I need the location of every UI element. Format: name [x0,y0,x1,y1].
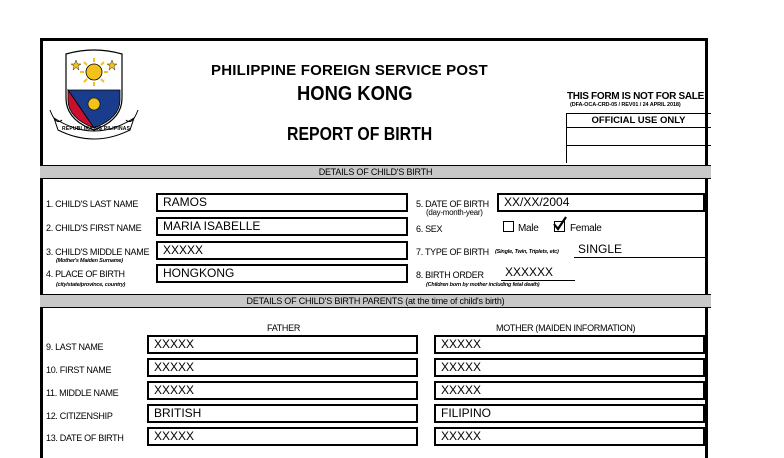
child-first-name-field[interactable]: MARIA ISABELLE [156,217,408,236]
father-heading: FATHER [267,323,301,333]
mother-last-name-field[interactable]: XXXXX [434,335,705,354]
mother-middle-name-field[interactable]: XXXXX [434,381,705,400]
parent-row-label: 9. LAST NAME [46,342,104,352]
parent-row-label: 13. DATE OF BIRTH [46,433,124,443]
mother-citizenship-field[interactable]: FILIPINO [434,404,705,423]
father-middle-name-field[interactable]: XXXXX [147,381,418,400]
date-of-birth-note: (day-month-year) [426,208,483,217]
post-title: HONG KONG [297,83,413,105]
place-of-birth-label: 4. PLACE OF BIRTH [46,269,125,279]
checkmark-icon [552,216,568,232]
parent-row-label: 10. FIRST NAME [46,365,112,375]
form-code: (DFA-OCA-CRD-05 / REV01 / 24 APRIL 2018) [570,102,681,108]
date-of-birth-label: 5. DATE OF BIRTH [416,199,489,209]
not-for-sale-notice: THIS FORM IS NOT FOR SALE [567,91,704,102]
place-of-birth-field[interactable]: HONGKONG [156,264,408,283]
mother-first-name-field[interactable]: XXXXX [434,358,705,377]
official-use-label: OFFICIAL USE ONLY [591,115,686,126]
father-last-name-field[interactable]: XXXXX [147,335,418,354]
child-middle-name-label: 3. CHILD'S MIDDLE NAME [46,247,150,257]
section-child-birth: DETAILS OF CHILD'S BIRTH [40,165,711,179]
father-first-name-field[interactable]: XXXXX [147,358,418,377]
child-middle-name-note: (Mother's Maiden Surname) [56,258,123,264]
mother-date-of-birth-field[interactable]: XXXXX [434,427,705,446]
type-of-birth-field[interactable]: SINGLE [574,242,706,258]
father-date-of-birth-field[interactable]: XXXXX [147,427,418,446]
sex-male-checkbox[interactable] [503,221,514,232]
place-of-birth-note: (city/state/province, country) [56,282,126,288]
type-of-birth-label: 7. TYPE OF BIRTH [416,247,489,257]
sex-label: 6. SEX [416,224,443,234]
parent-row-label: 12. CITIZENSHIP [46,411,113,421]
child-middle-name-field[interactable]: XXXXX [156,241,408,260]
birth-order-label: 8. BIRTH ORDER [416,270,484,280]
seal-text: REPUBLIKA NG PILIPINAS [62,126,131,132]
agency-title: PHILIPPINE FOREIGN SERVICE POST [211,62,488,79]
sex-male-label: Male [518,223,539,234]
child-first-name-label: 2. CHILD'S FIRST NAME [46,223,142,233]
type-of-birth-note: (Single, Twin, Triplets, etc) [495,249,559,255]
child-last-name-field[interactable]: RAMOS [156,193,408,212]
birth-order-field[interactable]: XXXXXX [501,265,575,281]
mother-heading: MOTHER (MAIDEN INFORMATION) [496,323,636,333]
date-of-birth-field[interactable]: XX/XX/2004 [497,193,705,212]
sex-female-label: Female [570,223,602,234]
birth-order-note: (Children born by mother including fetal death) [426,282,540,288]
form-title: REPORT OF BIRTH [287,124,433,144]
child-last-name-label: 1. CHILD'S LAST NAME [46,199,139,209]
father-citizenship-field[interactable]: BRITISH [147,404,418,423]
parent-row-label: 11. MIDDLE NAME [46,388,119,398]
section-birth-parents: DETAILS OF CHILD'S BIRTH PARENTS (at the time of child's birth) [40,294,711,308]
